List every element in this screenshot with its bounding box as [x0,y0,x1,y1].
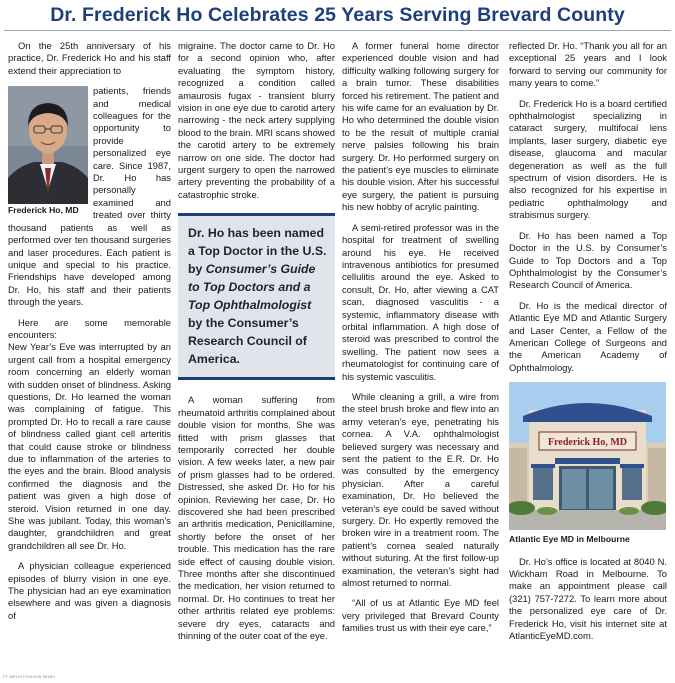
col1-intro-lead: On the 25th anniversary of his practice, Dr. Frederick Ho and his staff extend their appreciation to [8,40,171,76]
col4-credentials: Dr. Frederick Ho is a board certified ophthalmologist specializing in cataract surgery, multifocal lens implants, laser surgery, diabetic eye disease, glaucoma and macular degeneration as well as the full spectrum of vision disorders. He is also recognized for his expertise in pediatric ophthalmology and strabismus surgery. [509,97,667,221]
office-illustration [509,382,666,530]
callout-text-italic: Consumer’s Guide to Top Doctors and a Top Ophthalmologist [188,262,316,313]
col3-veteran-story: While cleaning a grill, a wire from the steel brush broke and flew into an army veteran’s eye, penetrating his cornea. A V.A. ophthalmologist believed surgery was necessary and sent the patient to the E.R. Dr. Ho was consulted by the emergency physician. After a careful examination, Dr. Ho believed the veteran’s eye could be saved without surgery. Dr. Ho expertly removed the broken wire in a treatment room. The patient’s cornea sealed naturally without suturing. At the first follow-up examination, the veteran’s sight had almost returned to normal. [342,390,499,589]
col1-intro-continued: patients, friends and medical colleagues for the opportunity to provide personalized eye care. Since 1987, Dr. Ho has personally examined and treated over thirty thousand patients as well as performed over ten thousand surgeries and laser procedures. Each patient is unique and special to his practice. Friendships have developed among Dr. Ho, his staff and their patients through the years. [8,85,171,308]
office-photo [509,382,666,530]
col1-encounters-heading: Here are some memorable encounters: [8,316,171,340]
office-caption: Atlantic Eye MD in Melbourne [509,534,630,545]
col2-migraine-story: migraine. The doctor came to Dr. Ho for a second opinion who, after evaluating the symptom history, recognized a condition called amaurosis fugax - transient blurry vision in one eye due to carotid artery narrowing - the neck artery supplying blood to the brain. MRI scans showed the carotid artery to be extremely narrow on one side. The doctor had urgent surgery to open the narrowed artery preventing the probability of a catastrophic stroke. [178,40,335,200]
column-2 [178,40,335,650]
col2-arthritis-story: A woman suffering from rheumatoid arthritis complained about double vision for months. She was fitted with prism glasses that temporarily corrected her double vision. A few weeks later, a new pair of prism glasses had to be ordered. Distressed, she asked Dr. Ho for his opinion. Reviewing her case, Dr. Ho discovered she had been prescribed an arthritis medication, Penicillamine, shortly before the onset of her trouble. This medication has the rare side effect of causing double vision. Three months after she discontinued the medication, her vision returned to normal. Dr. Ho continues to treat her other arthritis related eye problems: severe dry eyes, cataracts and thinning of the outer coat of the eye. [178,394,335,641]
portrait-photo [8,86,88,204]
office-sign: Frederick Ho, MD [548,437,627,449]
col4-quote-continued: reflected Dr. Ho. “Thank you all for an exceptional 25 years and I look forward to serving our community for many years to come.” [509,40,667,89]
callout-text-a: Dr. Ho has been named a Top Doctor in the U.S. by [188,226,327,277]
col3-funeral-director-story: A former funeral home director experienced double vision and had difficulty walking following surgery for a brain tumor. These disabilities forced his retirement. The patient and his wife came for an evaluation by Dr. Ho who determined the double vision to be the result of multiple cranial nerve palsies following his brain surgery. Dr. Ho performed surgery on the patient’s eye muscles to eliminate his double vision. After his successful eye surgery, the patient is pursuing his new hobby of acrylic painting. [342,40,499,213]
col3-professor-story: A semi-retired professor was in the hospital for treatment of swelling around his eye. He received intravenous antibiotics for presumed cellulitis around the eye. Asked to consult, Dr. Ho, after viewing a CAT scan, diagnosed vasculitis - a systemic, inflammatory disease with orbital inflammation. A high dose of steroid was prescribed to control the swelling. The patient now sees a rheumatologist for continuing care of his systemic vasculitis. [342,221,499,382]
col3-quote: “All of us at Atlantic Eye MD feel very privileged that Brevard County families trust us with their eye care,” [342,597,499,634]
col4-medical-director: Dr. Ho is the medical director of Atlantic Eye MD and Atlantic Surgery and Laser Center, a Fellow of the American College of Surgeons and the American Academy of Ophthalmology. [509,299,667,373]
office-figure [509,382,667,545]
portrait-caption: Frederick Ho, MD [8,205,79,216]
col4-top-doctor: Dr. Ho has been named a Top Doctor in the U.S. by Consumer’s Guide to Top Doctors and a Top Ophthalmologist by the Consumer’s Research Council of America. [509,229,667,291]
column-1 [8,40,171,630]
col4-contact: Dr. Ho’s office is located at 8040 N. Wickham Road in Melbourne. To make an appointment please call (321) 757-7272. To learn more about the personalized eye care of Dr. Frederick Ho, visit his internet site at AtlanticEyeMD.com. [509,555,667,641]
col1-story-new-years-eve: New Year’s Eve was interrupted by an urgent call from a hospital emergency room concerning an elderly woman with sudden onset of blindness. Asking questions, Dr. Ho learned the woman was complaining of fatigue. This prompted Dr. Ho to recall a rare cause of blindness called giant cell arteritis that could cause stroke or blindness due to inflammation of the arteries to the eyes and the brain. Blood analysis confirmed the diagnosis and the patient was given a high dose of steroid. Vision returned in one day. She was jubilant. Today, this woman’s daughter, grandchildren and great grandchildren all see Dr. Ho. [8,341,171,551]
column-3 [342,40,499,643]
print-credit: FT MPHOTOSHOW 95660 [3,674,55,679]
portrait-illustration [8,86,88,204]
headline: Dr. Frederick Ho Celebrates 25 Years Serving Brevard County [50,4,625,26]
top-divider [4,30,671,31]
col1-story-physician-colleague: A physician colleague experienced episodes of blurry vision in one eye. The physician had an eye examination elsewhere and was given a diagnosis of [8,560,171,621]
portrait-figure [8,86,88,216]
column-4 [509,40,667,650]
top-doctor-callout [178,213,335,380]
callout-text-c: by the Consumer’s Research Council of America. [188,316,307,367]
